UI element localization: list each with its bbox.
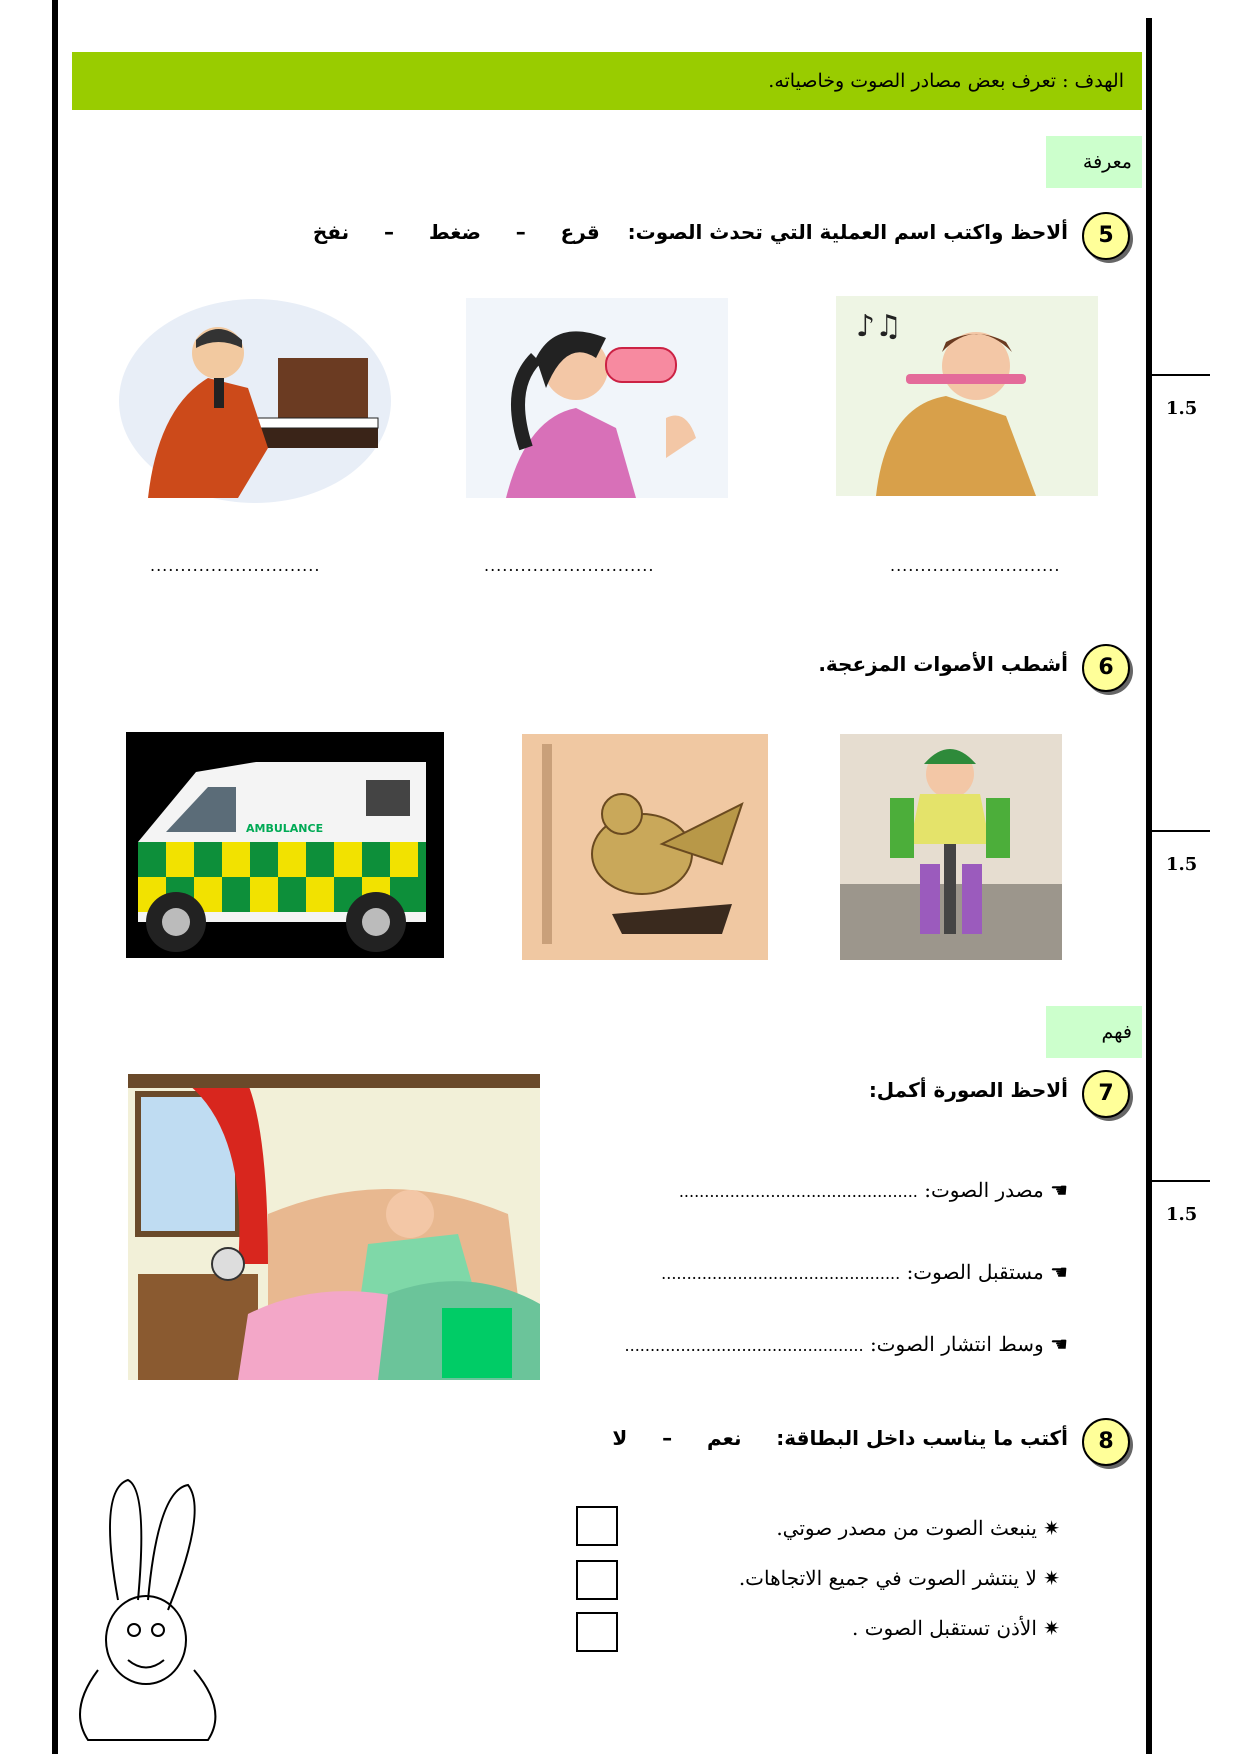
- answer-box-1[interactable]: [576, 1506, 618, 1546]
- option-blow: نفخ: [312, 220, 350, 244]
- score-q7: 1.5: [1166, 1204, 1198, 1225]
- objective-banner: [72, 52, 1142, 110]
- statement-3: ✷ الأذن تستقبل الصوت .: [852, 1616, 1060, 1640]
- sound-medium-label: وسط انتشار الصوت:: [869, 1332, 1044, 1356]
- score-divider-1: [1152, 374, 1210, 376]
- bird-image[interactable]: [522, 734, 768, 960]
- statement-2: ✷ لا ينتشر الصوت في جميع الاتجاهات.: [738, 1566, 1060, 1590]
- option-yes: نعم: [706, 1426, 742, 1450]
- ambulance-image[interactable]: [126, 732, 444, 958]
- section-understanding-tag: فهم: [1046, 1006, 1142, 1058]
- question-8-badge: 8: [1082, 1418, 1130, 1466]
- sound-receiver-blank[interactable]: ...............................................: [661, 1264, 901, 1283]
- statement-1: ✷ ينبعث الصوت من مصدر صوتي.: [776, 1516, 1060, 1540]
- question-8-text: [612, 1426, 1068, 1450]
- cartoon-dog-image: [58, 1470, 234, 1750]
- answer-blank-pianist[interactable]: ............................: [150, 556, 321, 575]
- question-7-text: ألاحظ الصورة أكمل:: [868, 1078, 1068, 1102]
- score-q5: 1.5: [1166, 398, 1198, 419]
- question-7-badge: 7: [1082, 1070, 1130, 1118]
- pointer-icon: ☚: [1050, 1178, 1068, 1202]
- sound-source-line: [679, 1178, 1068, 1202]
- girl-blowing-image: [466, 298, 728, 498]
- sound-medium-blank[interactable]: ...............................................: [624, 1336, 864, 1355]
- score-divider-3: [1152, 1180, 1210, 1182]
- score-divider-2: [1152, 830, 1210, 832]
- answer-blank-boy[interactable]: ............................: [890, 556, 1061, 575]
- sound-receiver-line: [661, 1260, 1068, 1284]
- separator: –: [662, 1426, 673, 1450]
- separator: –: [515, 220, 526, 244]
- question-6-text: أشطب الأصوات المزعجة.: [818, 652, 1068, 676]
- section-knowledge-tag: معرفة: [1046, 136, 1142, 188]
- separator: –: [384, 220, 395, 244]
- option-no: لا: [612, 1426, 628, 1450]
- option-knock: قرع: [560, 220, 600, 244]
- right-border: [1146, 18, 1152, 1754]
- sound-medium-line: [625, 1332, 1068, 1356]
- sound-source-label: مصدر الصوت:: [924, 1178, 1044, 1202]
- answer-box-2[interactable]: [576, 1560, 618, 1600]
- boy-flute-image: [836, 296, 1098, 496]
- bedroom-alarm-image: [128, 1074, 540, 1380]
- question-6-badge: 6: [1082, 644, 1130, 692]
- svg-text:♪♫: ♪♫: [856, 309, 903, 344]
- answer-blank-girl[interactable]: ............................: [484, 556, 655, 575]
- option-press: ضغط: [428, 220, 481, 244]
- question-8-prompt: أكتب ما يناسب داخل البطاقة:: [776, 1426, 1068, 1450]
- sound-receiver-label: مستقبل الصوت:: [906, 1260, 1044, 1284]
- pianist-image: [118, 298, 392, 504]
- question-5-badge: 5: [1082, 212, 1130, 260]
- question-5-text: [313, 220, 1068, 244]
- score-q6: 1.5: [1166, 854, 1198, 875]
- pointer-icon: ☚: [1050, 1332, 1068, 1356]
- objective-text: الهدف : تعرف بعض مصادر الصوت وخاصياته.: [768, 70, 1124, 92]
- sound-source-blank[interactable]: ...............................................: [678, 1182, 918, 1201]
- jackhammer-worker-image[interactable]: [840, 734, 1062, 960]
- ambulance-label: AMBULANCE: [246, 822, 324, 835]
- question-5-prompt: ألاحظ واكتب اسم العملية التي تحدث الصوت:: [627, 220, 1068, 244]
- answer-box-3[interactable]: [576, 1612, 618, 1652]
- pointer-icon: ☚: [1050, 1260, 1068, 1284]
